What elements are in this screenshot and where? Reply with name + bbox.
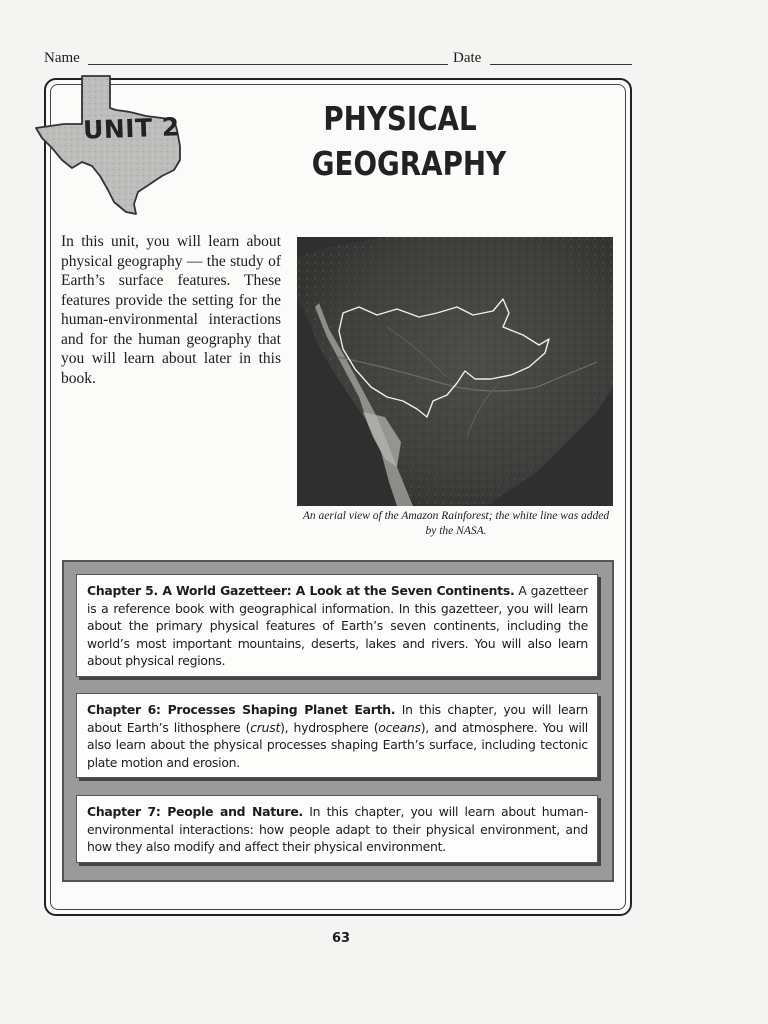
chapter-5-box (76, 574, 598, 677)
unit-badge-label: UNIT 2 (82, 112, 181, 145)
intro-paragraph: In this unit, you will learn about physical geography — the study of Earth’s surface features. These features provide the setting for the human-environmental interactions and for the human geography that you will learn about later in this book. (61, 233, 281, 387)
chapter-6-box (76, 693, 598, 778)
page-number: 63 (331, 931, 351, 946)
chapter-term: crust (250, 719, 281, 735)
image-caption: An aerial view of the Amazon Rainforest; the white line was added by the NASA. (302, 510, 610, 537)
chapter-title: Chapter 7: People and Nature. (87, 804, 303, 819)
chapter-description: A gazetteer is a reference book with geographical information. In this gazetteer, you will learn about the primary physical features of Earth’s seven continents, including the world’s most important mountains, deserts, lakes and rivers. You will also learn about physical regions. (87, 583, 589, 669)
chapter-term: oceans (378, 719, 421, 735)
date-field-line (490, 64, 632, 65)
date-label: Date (453, 50, 482, 66)
name-field-line (88, 64, 448, 65)
chapter-description: In this chapter, you will learn about human-environmental interactions: how people adapt to their physical environment, and how they also modify and affect their physical environment. (87, 804, 588, 855)
amazon-satellite-image (297, 237, 613, 506)
texas-map-icon (34, 72, 188, 218)
chapter-description: ), and atmosphere. You will also learn about the physical processes shaping Earth’s surface, including tectonic plate motion and erosion. (87, 719, 588, 770)
chapter-title: Chapter 6: Processes Shaping Planet Earth. (87, 702, 396, 717)
page-title (311, 96, 507, 186)
chapter-7-box (76, 795, 598, 863)
chapter-description: ), hydrosphere ( (280, 719, 379, 735)
chapter-title: Chapter 5. A World Gazetteer: A Look at the Seven Continents. (87, 583, 515, 598)
name-label: Name (44, 50, 80, 66)
chapter-description: In this chapter, you will learn about Earth’s lithosphere ( (87, 702, 588, 735)
page-title-line-1: PHYSICAL (323, 99, 477, 138)
page-title-line-2: GEOGRAPHY (311, 144, 507, 183)
